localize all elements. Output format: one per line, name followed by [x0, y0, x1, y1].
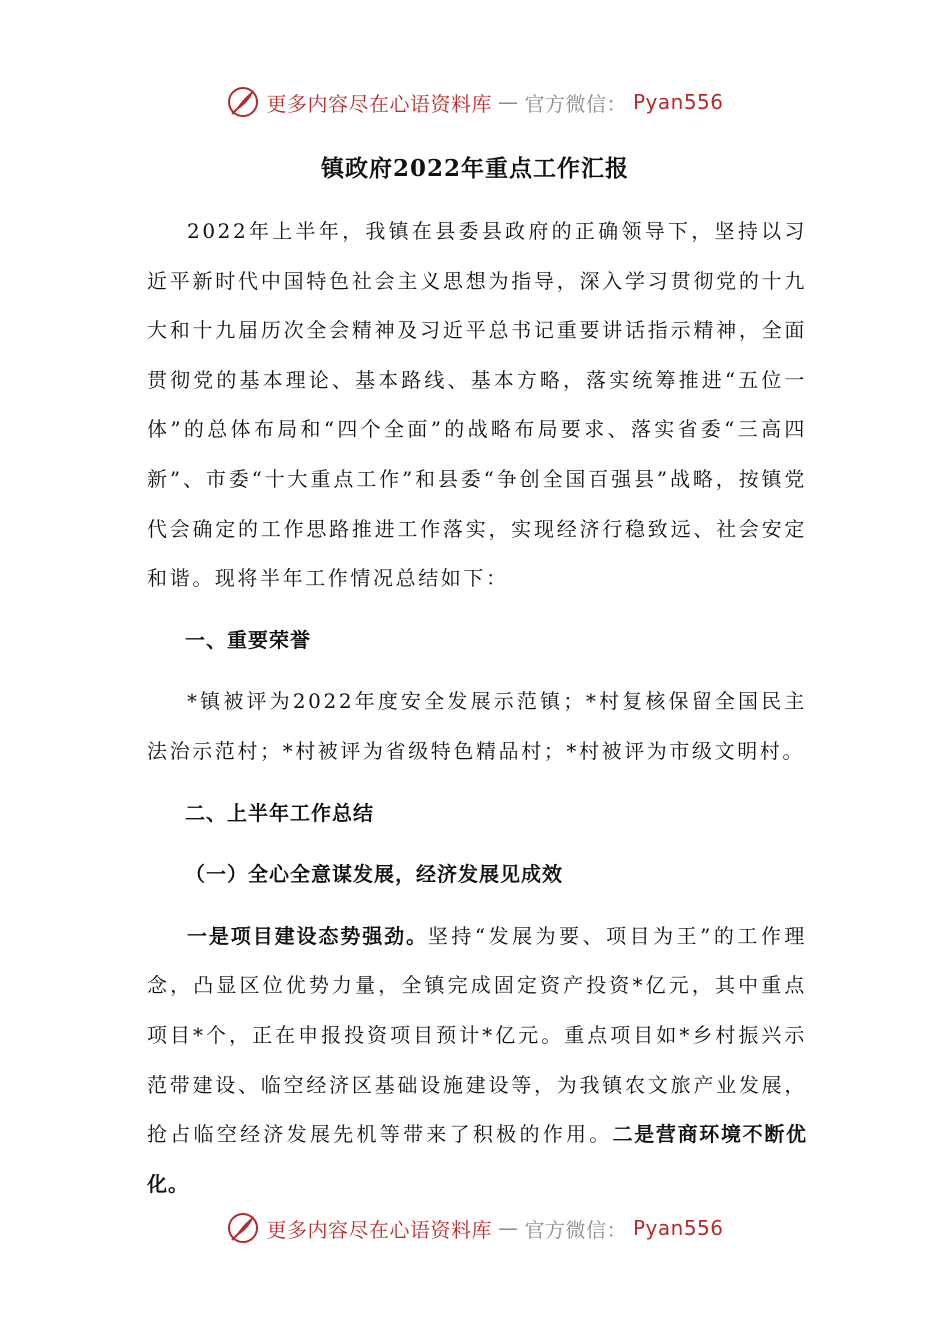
watermark-wechat-id: Pyan556	[632, 90, 724, 114]
document-title: 镇政府2022年重点工作汇报	[320, 155, 629, 182]
lead-business-environment: 二是营商环境不断优化。	[147, 1122, 808, 1196]
intro-paragraph: 2022年上半年，我镇在县委县政府的正确领导下，坚持以习近平新时代中国特色社会主义思想为指导，深入学习贯彻党的十九大和十九届历次全会精神及习近平总书记重要讲话指示精神，全面贯彻党的基本理论、基本路线、基本方略，落实统筹推进“五位一体”的总体布局和“四个全面”的战略布局要求、落实省委“三高四新”、市委“十大重点工作”和县委“争创全国百强县”战略，按镇党代会确定的工作思路推进工作落实，实现经济行稳致远、社会安定和谐。现将半年工作情况总结如下：	[147, 219, 807, 591]
watermark-title: 更多内容尽在心语资料库	[266, 91, 492, 116]
lead-project-construction: 一是项目建设态势强劲。	[187, 923, 428, 948]
document-body	[147, 207, 807, 1209]
honors-paragraph: *镇被评为2022年度安全发展示范镇；*村复核保留全国民主法治示范村；*村被评为省级特色精品村；*村被评为市级文明村。	[147, 689, 807, 763]
quill-pen-logo-icon	[226, 85, 260, 119]
watermark-dash: —	[497, 90, 519, 114]
watermark-wechat-id: Pyan556	[632, 1216, 724, 1240]
project-body-text: 坚持“发展为要、项目为王”的工作理念，凸显区位优势力量，全镇完成固定资产投资*亿元，其中重点项目*个，正在申报投资项目预计*亿元。重点项目如*乡村振兴示范带建设、临空经济区基础设施建设等，为我镇农文旅产业发展，抢占临空经济发展先机等带来了积极的作用。	[147, 923, 807, 1147]
subsection-heading-economy: （一）全心全意谋发展，经济发展见成效	[185, 862, 563, 887]
watermark-dash: —	[497, 1216, 519, 1240]
watermark-wechat-label: 官方微信：	[524, 1217, 627, 1242]
watermark-wechat-label: 官方微信：	[524, 91, 627, 116]
watermark-title: 更多内容尽在心语资料库	[266, 1217, 492, 1242]
section-heading-honors: 一、重要荣誉	[185, 627, 311, 652]
project-paragraph	[147, 912, 807, 1210]
section-heading-summary: 二、上半年工作总结	[185, 800, 374, 825]
watermark-header	[0, 82, 950, 122]
quill-pen-logo-icon	[226, 1211, 260, 1245]
watermark-footer	[0, 1208, 950, 1248]
